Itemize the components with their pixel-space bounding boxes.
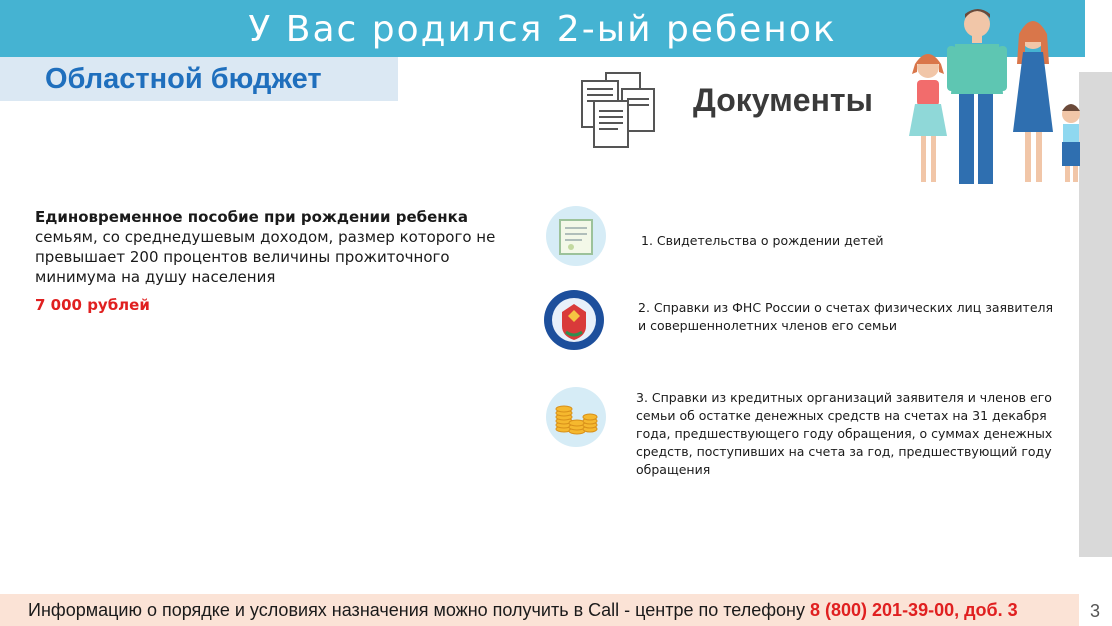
fns-emblem-icon	[542, 288, 606, 352]
benefit-title: Единовременное пособие при рождении ребенка	[35, 208, 468, 226]
document-item-2: 2. Справки из ФНС России о счетах физических лиц заявителя и совершеннолетних членов его семьи	[638, 300, 1054, 333]
coins-icon	[544, 385, 608, 449]
page-title: У Вас родился 2-ый ребенок	[0, 0, 1085, 57]
benefit-description	[35, 207, 515, 287]
footer-phone: 8 (800) 201-39-00, доб. 3	[810, 600, 1018, 620]
birth-certificate-icon	[544, 204, 608, 268]
document-item-1: 1. Свидетельства о рождении детей	[641, 233, 884, 248]
documents-icon	[578, 71, 660, 151]
document-item-3: 3. Справки из кредитных организаций заявителя и членов его семьи об остатке денежных средств на счетах на 31 декабря года, предшествующего году обращения, о суммах денежных средств, поступивших на счета за год, предшествующий году обращения	[636, 390, 1053, 477]
footer-text: Информацию о порядке и условиях назначения можно получить в Call - центре по телефону	[28, 600, 805, 620]
benefit-amount: 7 000 рублей	[35, 296, 150, 314]
documents-heading: Документы	[693, 82, 873, 118]
page-number: 3	[1090, 601, 1101, 621]
benefit-text: семьям, со среднедушевым доходом, размер которого не превышает 200 процентов величины прожиточного минимума на душу населения	[35, 228, 496, 286]
family-illustration	[895, 4, 1090, 189]
footer-info	[0, 594, 1079, 626]
section-subtitle: Областной бюджет	[0, 57, 398, 101]
